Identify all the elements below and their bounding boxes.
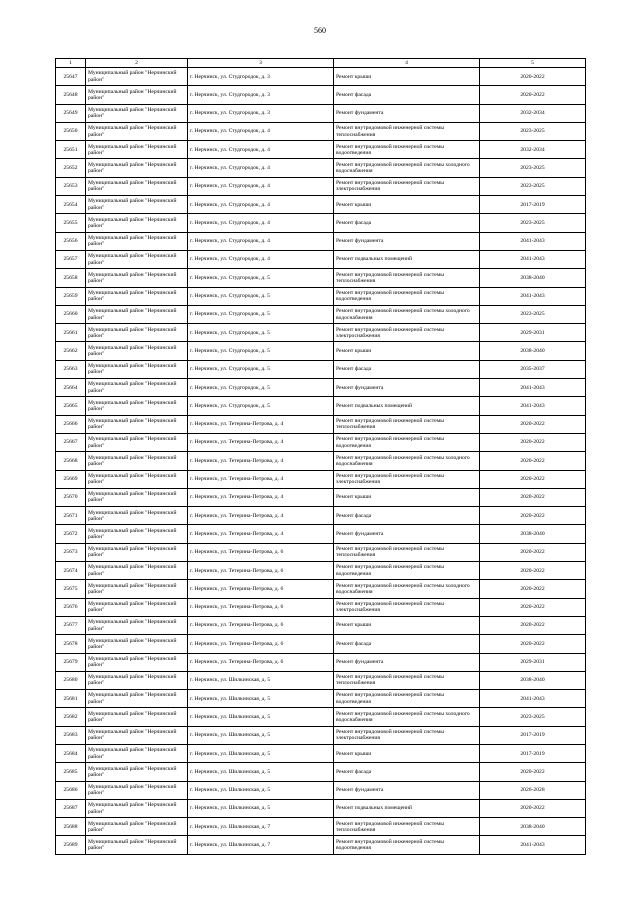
district-cell: Муниципальный район "Нерчинский район" [86, 214, 188, 232]
period-cell: 2017-2019 [480, 744, 586, 762]
record-number-cell: 25659 [56, 287, 86, 305]
record-number-cell: 25678 [56, 635, 86, 653]
record-number-cell: 25684 [56, 744, 86, 762]
period-cell: 2038-2040 [480, 818, 586, 836]
address-cell: г. Нерчинск, ул. Студгородок, д. 4 [188, 122, 334, 140]
period-cell: 2032-2034 [480, 104, 586, 122]
work-type-cell: Ремонт внутридомовой инженерной системы водоотведения [334, 141, 480, 159]
record-number-cell: 25660 [56, 305, 86, 323]
period-cell: 2029-2031 [480, 653, 586, 671]
district-cell: Муниципальный район "Нерчинский район" [86, 196, 188, 214]
table-row [56, 214, 586, 232]
work-type-cell: Ремонт внутридомовой инженерной системы электроснабжения [334, 324, 480, 342]
district-cell: Муниципальный район "Нерчинский район" [86, 763, 188, 781]
work-type-cell: Ремонт внутридомовой инженерной системы холодного водоснабжения [334, 452, 480, 470]
table-row [56, 360, 586, 378]
address-cell: г. Нерчинск, ул. Шилкинская, д. 7 [188, 818, 334, 836]
table-row [56, 488, 586, 506]
period-cell: 2041-2043 [480, 690, 586, 708]
table-row [56, 269, 586, 287]
district-cell: Муниципальный район "Нерчинский район" [86, 141, 188, 159]
district-cell: Муниципальный район "Нерчинский район" [86, 635, 188, 653]
column-header: 1 [56, 59, 86, 68]
table-header [56, 59, 586, 68]
address-cell: г. Нерчинск, ул. Студгородок, д. 3 [188, 104, 334, 122]
period-cell: 2023-2025 [480, 177, 586, 195]
table-row [56, 690, 586, 708]
table-row [56, 708, 586, 726]
address-cell: г. Нерчинск, ул. Шилкинская, д. 5 [188, 671, 334, 689]
table-row [56, 415, 586, 433]
address-cell: г. Нерчинск, ул. Студгородок, д. 4 [188, 250, 334, 268]
address-cell: г. Нерчинск, ул. Шилкинская, д. 5 [188, 781, 334, 799]
table-row [56, 86, 586, 104]
district-cell: Муниципальный район "Нерчинский район" [86, 653, 188, 671]
table-row [56, 580, 586, 598]
period-cell: 2023-2025 [480, 159, 586, 177]
record-number-cell: 25649 [56, 104, 86, 122]
district-cell: Муниципальный район "Нерчинский район" [86, 415, 188, 433]
table-row [56, 68, 586, 86]
address-cell: г. Нерчинск, ул. Студгородок, д. 5 [188, 324, 334, 342]
address-cell: г. Нерчинск, ул. Шилкинская, д. 5 [188, 799, 334, 817]
table-row [56, 232, 586, 250]
period-cell: 2017-2019 [480, 196, 586, 214]
address-cell: г. Нерчинск, ул. Студгородок, д. 4 [188, 196, 334, 214]
address-cell: г. Нерчинск, ул. Студгородок, д. 5 [188, 342, 334, 360]
work-type-cell: Ремонт внутридомовой инженерной системы холодного водоснабжения [334, 708, 480, 726]
record-number-cell: 25647 [56, 68, 86, 86]
address-cell: г. Нерчинск, ул. Тетерина-Петрова, д. 4 [188, 415, 334, 433]
period-cell: 2041-2043 [480, 836, 586, 854]
period-cell: 2041-2043 [480, 232, 586, 250]
work-type-cell: Ремонт внутридомовой инженерной системы водоотведения [334, 690, 480, 708]
record-number-cell: 25658 [56, 269, 86, 287]
address-cell: г. Нерчинск, ул. Студгородок, д. 5 [188, 379, 334, 397]
period-cell: 2041-2043 [480, 379, 586, 397]
record-number-cell: 25679 [56, 653, 86, 671]
work-type-cell: Ремонт подвальных помещений [334, 799, 480, 817]
period-cell: 2020-2022 [480, 488, 586, 506]
district-cell: Муниципальный район "Нерчинский район" [86, 86, 188, 104]
address-cell: г. Нерчинск, ул. Студгородок, д. 4 [188, 141, 334, 159]
address-cell: г. Нерчинск, ул. Тетерина-Петрова, д. 6 [188, 598, 334, 616]
work-type-cell: Ремонт внутридомовой инженерной системы холодного водоснабжения [334, 159, 480, 177]
work-type-cell: Ремонт внутридомовой инженерной системы теплоснабжения [334, 269, 480, 287]
table-row [56, 379, 586, 397]
period-cell: 2041-2043 [480, 287, 586, 305]
period-cell: 2020-2022 [480, 452, 586, 470]
table-row [56, 726, 586, 744]
record-number-cell: 25667 [56, 433, 86, 451]
address-cell: г. Нерчинск, ул. Тетерина-Петрова, д. 6 [188, 562, 334, 580]
period-cell: 2038-2040 [480, 269, 586, 287]
record-number-cell: 25682 [56, 708, 86, 726]
period-cell: 2020-2022 [480, 562, 586, 580]
address-cell: г. Нерчинск, ул. Шилкинская, д. 5 [188, 763, 334, 781]
district-cell: Муниципальный район "Нерчинский район" [86, 287, 188, 305]
district-cell: Муниципальный район "Нерчинский район" [86, 379, 188, 397]
work-type-cell: Ремонт внутридомовой инженерной системы водоотведения [334, 836, 480, 854]
work-type-cell: Ремонт фасада [334, 86, 480, 104]
district-cell: Муниципальный район "Нерчинский район" [86, 744, 188, 762]
period-cell: 2032-2034 [480, 141, 586, 159]
table-row [56, 196, 586, 214]
period-cell: 2038-2040 [480, 342, 586, 360]
district-cell: Муниципальный район "Нерчинский район" [86, 690, 188, 708]
address-cell: г. Нерчинск, ул. Студгородок, д. 3 [188, 86, 334, 104]
period-cell: 2020-2022 [480, 763, 586, 781]
record-number-cell: 25676 [56, 598, 86, 616]
work-type-cell: Ремонт внутридомовой инженерной системы электроснабжения [334, 598, 480, 616]
record-number-cell: 25674 [56, 562, 86, 580]
column-header: 5 [480, 59, 586, 68]
address-cell: г. Нерчинск, ул. Тетерина-Петрова, д. 6 [188, 653, 334, 671]
table-row [56, 616, 586, 634]
table-row [56, 305, 586, 323]
address-cell: г. Нерчинск, ул. Шилкинская, д. 5 [188, 744, 334, 762]
table-row [56, 836, 586, 854]
period-cell: 2020-2022 [480, 635, 586, 653]
table-row [56, 598, 586, 616]
work-type-cell: Ремонт внутридомовой инженерной системы теплоснабжения [334, 818, 480, 836]
work-type-cell: Ремонт фасада [334, 507, 480, 525]
address-cell: г. Нерчинск, ул. Шилкинская, д. 5 [188, 726, 334, 744]
work-type-cell: Ремонт крыши [334, 744, 480, 762]
district-cell: Муниципальный район "Нерчинский район" [86, 726, 188, 744]
address-cell: г. Нерчинск, ул. Шилкинская, д. 5 [188, 708, 334, 726]
work-type-cell: Ремонт фундамента [334, 232, 480, 250]
table-row [56, 250, 586, 268]
address-cell: г. Нерчинск, ул. Тетерина-Петрова, д. 4 [188, 525, 334, 543]
period-cell: 2023-2025 [480, 708, 586, 726]
district-cell: Муниципальный район "Нерчинский район" [86, 708, 188, 726]
table-row [56, 141, 586, 159]
period-cell: 2020-2022 [480, 68, 586, 86]
district-cell: Муниципальный район "Нерчинский район" [86, 397, 188, 415]
work-type-cell: Ремонт фасада [334, 763, 480, 781]
column-header: 3 [188, 59, 334, 68]
period-cell: 2038-2040 [480, 525, 586, 543]
table-row [56, 452, 586, 470]
record-number-cell: 25656 [56, 232, 86, 250]
period-cell: 2020-2022 [480, 799, 586, 817]
district-cell: Муниципальный район "Нерчинский район" [86, 799, 188, 817]
table-row [56, 635, 586, 653]
record-number-cell: 25675 [56, 580, 86, 598]
work-type-cell: Ремонт фундамента [334, 525, 480, 543]
record-number-cell: 25688 [56, 818, 86, 836]
district-cell: Муниципальный район "Нерчинский район" [86, 342, 188, 360]
record-number-cell: 25689 [56, 836, 86, 854]
period-cell: 2035-2037 [480, 360, 586, 378]
period-cell: 2029-2031 [480, 324, 586, 342]
address-cell: г. Нерчинск, ул. Студгородок, д. 5 [188, 360, 334, 378]
address-cell: г. Нерчинск, ул. Студгородок, д. 3 [188, 68, 334, 86]
work-type-cell: Ремонт подвальных помещений [334, 250, 480, 268]
period-cell: 2023-2025 [480, 305, 586, 323]
table-row [56, 562, 586, 580]
district-cell: Муниципальный район "Нерчинский район" [86, 616, 188, 634]
work-type-cell: Ремонт крыши [334, 68, 480, 86]
table-row [56, 324, 586, 342]
record-number-cell: 25664 [56, 379, 86, 397]
district-cell: Муниципальный район "Нерчинский район" [86, 781, 188, 799]
table-row [56, 671, 586, 689]
district-cell: Муниципальный район "Нерчинский район" [86, 543, 188, 561]
work-type-cell: Ремонт крыши [334, 342, 480, 360]
work-type-cell: Ремонт крыши [334, 616, 480, 634]
district-cell: Муниципальный район "Нерчинский район" [86, 488, 188, 506]
district-cell: Муниципальный район "Нерчинский район" [86, 250, 188, 268]
column-header: 4 [334, 59, 480, 68]
district-cell: Муниципальный район "Нерчинский район" [86, 507, 188, 525]
record-number-cell: 25686 [56, 781, 86, 799]
record-number-cell: 25652 [56, 159, 86, 177]
work-type-cell: Ремонт внутридомовой инженерной системы теплоснабжения [334, 543, 480, 561]
record-number-cell: 25685 [56, 763, 86, 781]
record-number-cell: 25669 [56, 470, 86, 488]
table-row [56, 543, 586, 561]
district-cell: Муниципальный район "Нерчинский район" [86, 452, 188, 470]
address-cell: г. Нерчинск, ул. Студгородок, д. 5 [188, 397, 334, 415]
address-cell: г. Нерчинск, ул. Тетерина-Петрова, д. 6 [188, 616, 334, 634]
district-cell: Муниципальный район "Нерчинский район" [86, 305, 188, 323]
capital-repair-table [55, 58, 586, 855]
address-cell: г. Нерчинск, ул. Шилкинская, д. 5 [188, 690, 334, 708]
district-cell: Муниципальный район "Нерчинский район" [86, 159, 188, 177]
period-cell: 2020-2022 [480, 543, 586, 561]
district-cell: Муниципальный район "Нерчинский район" [86, 360, 188, 378]
period-cell: 2020-2022 [480, 598, 586, 616]
record-number-cell: 25665 [56, 397, 86, 415]
district-cell: Муниципальный район "Нерчинский район" [86, 818, 188, 836]
work-type-cell: Ремонт фундамента [334, 379, 480, 397]
table-body [56, 68, 586, 855]
record-number-cell: 25662 [56, 342, 86, 360]
table-row [56, 177, 586, 195]
district-cell: Муниципальный район "Нерчинский район" [86, 525, 188, 543]
work-type-cell: Ремонт внутридомовой инженерной системы теплоснабжения [334, 671, 480, 689]
record-number-cell: 25683 [56, 726, 86, 744]
district-cell: Муниципальный район "Нерчинский район" [86, 324, 188, 342]
work-type-cell: Ремонт фундамента [334, 104, 480, 122]
work-type-cell: Ремонт внутридомовой инженерной системы холодного водоснабжения [334, 305, 480, 323]
period-cell: 2020-2022 [480, 433, 586, 451]
work-type-cell: Ремонт крыши [334, 488, 480, 506]
record-number-cell: 25657 [56, 250, 86, 268]
work-type-cell: Ремонт фундамента [334, 653, 480, 671]
record-number-cell: 25680 [56, 671, 86, 689]
address-cell: г. Нерчинск, ул. Студгородок, д. 5 [188, 287, 334, 305]
work-type-cell: Ремонт внутридомовой инженерной системы водоотведения [334, 433, 480, 451]
table-row [56, 799, 586, 817]
table-row [56, 744, 586, 762]
address-cell: г. Нерчинск, ул. Студгородок, д. 5 [188, 305, 334, 323]
work-type-cell: Ремонт внутридомовой инженерной системы теплоснабжения [334, 415, 480, 433]
district-cell: Муниципальный район "Нерчинский район" [86, 269, 188, 287]
record-number-cell: 25655 [56, 214, 86, 232]
work-type-cell: Ремонт внутридомовой инженерной системы электроснабжения [334, 177, 480, 195]
table-row [56, 159, 586, 177]
work-type-cell: Ремонт внутридомовой инженерной системы электроснабжения [334, 470, 480, 488]
district-cell: Муниципальный район "Нерчинский район" [86, 671, 188, 689]
record-number-cell: 25687 [56, 799, 86, 817]
table-row [56, 653, 586, 671]
address-cell: г. Нерчинск, ул. Шилкинская, д. 7 [188, 836, 334, 854]
table-row [56, 781, 586, 799]
record-number-cell: 25653 [56, 177, 86, 195]
work-type-cell: Ремонт внутридомовой инженерной системы теплоснабжения [334, 122, 480, 140]
period-cell: 2020-2022 [480, 86, 586, 104]
record-number-cell: 25650 [56, 122, 86, 140]
district-cell: Муниципальный район "Нерчинский район" [86, 598, 188, 616]
record-number-cell: 25677 [56, 616, 86, 634]
record-number-cell: 25663 [56, 360, 86, 378]
work-type-cell: Ремонт фасада [334, 360, 480, 378]
district-cell: Муниципальный район "Нерчинский район" [86, 104, 188, 122]
district-cell: Муниципальный район "Нерчинский район" [86, 836, 188, 854]
address-cell: г. Нерчинск, ул. Тетерина-Петрова, д. 6 [188, 543, 334, 561]
address-cell: г. Нерчинск, ул. Студгородок, д. 4 [188, 159, 334, 177]
period-cell: 2020-2022 [480, 470, 586, 488]
table-row [56, 433, 586, 451]
work-type-cell: Ремонт внутридомовой инженерной системы водоотведения [334, 287, 480, 305]
record-number-cell: 25672 [56, 525, 86, 543]
period-cell: 2023-2025 [480, 122, 586, 140]
district-cell: Муниципальный район "Нерчинский район" [86, 470, 188, 488]
record-number-cell: 25661 [56, 324, 86, 342]
record-number-cell: 25654 [56, 196, 86, 214]
address-cell: г. Нерчинск, ул. Тетерина-Петрова, д. 4 [188, 507, 334, 525]
table-row [56, 342, 586, 360]
district-cell: Муниципальный район "Нерчинский район" [86, 562, 188, 580]
period-cell: 2017-2019 [480, 726, 586, 744]
table-row [56, 470, 586, 488]
period-cell: 2041-2043 [480, 397, 586, 415]
address-cell: г. Нерчинск, ул. Тетерина-Петрова, д. 6 [188, 580, 334, 598]
page-number: 560 [314, 26, 326, 35]
record-number-cell: 25681 [56, 690, 86, 708]
table-row [56, 397, 586, 415]
table-row [56, 818, 586, 836]
district-cell: Муниципальный район "Нерчинский район" [86, 232, 188, 250]
period-cell: 2026-2028 [480, 781, 586, 799]
work-type-cell: Ремонт фундамента [334, 781, 480, 799]
period-cell: 2020-2022 [480, 415, 586, 433]
table-row [56, 763, 586, 781]
district-cell: Муниципальный район "Нерчинский район" [86, 433, 188, 451]
table-row [56, 507, 586, 525]
record-number-cell: 25673 [56, 543, 86, 561]
record-number-cell: 25651 [56, 141, 86, 159]
table-row [56, 122, 586, 140]
column-header: 2 [86, 59, 188, 68]
address-cell: г. Нерчинск, ул. Тетерина-Петрова, д. 6 [188, 635, 334, 653]
work-type-cell: Ремонт крыши [334, 196, 480, 214]
address-cell: г. Нерчинск, ул. Студгородок, д. 4 [188, 232, 334, 250]
address-cell: г. Нерчинск, ул. Студгородок, д. 5 [188, 269, 334, 287]
address-cell: г. Нерчинск, ул. Тетерина-Петрова, д. 4 [188, 452, 334, 470]
work-type-cell: Ремонт фасада [334, 214, 480, 232]
district-cell: Муниципальный район "Нерчинский район" [86, 580, 188, 598]
period-cell: 2020-2022 [480, 616, 586, 634]
address-cell: г. Нерчинск, ул. Студгородок, д. 4 [188, 177, 334, 195]
record-number-cell: 25670 [56, 488, 86, 506]
district-cell: Муниципальный район "Нерчинский район" [86, 177, 188, 195]
district-cell: Муниципальный район "Нерчинский район" [86, 122, 188, 140]
table-row [56, 287, 586, 305]
address-cell: г. Нерчинск, ул. Тетерина-Петрова, д. 4 [188, 488, 334, 506]
record-number-cell: 25666 [56, 415, 86, 433]
period-cell: 2020-2022 [480, 507, 586, 525]
district-cell: Муниципальный район "Нерчинский район" [86, 68, 188, 86]
table-row [56, 525, 586, 543]
record-number-cell: 25648 [56, 86, 86, 104]
address-cell: г. Нерчинск, ул. Студгородок, д. 4 [188, 214, 334, 232]
work-type-cell: Ремонт фасада [334, 635, 480, 653]
record-number-cell: 25671 [56, 507, 86, 525]
column-number-row [56, 59, 586, 68]
table-row [56, 104, 586, 122]
address-cell: г. Нерчинск, ул. Тетерина-Петрова, д. 4 [188, 470, 334, 488]
period-cell: 2023-2025 [480, 214, 586, 232]
work-type-cell: Ремонт подвальных помещений [334, 397, 480, 415]
work-type-cell: Ремонт внутридомовой инженерной системы холодного водоснабжения [334, 580, 480, 598]
period-cell: 2041-2043 [480, 250, 586, 268]
period-cell: 2038-2040 [480, 671, 586, 689]
period-cell: 2020-2022 [480, 580, 586, 598]
address-cell: г. Нерчинск, ул. Тетерина-Петрова, д. 4 [188, 433, 334, 451]
work-type-cell: Ремонт внутридомовой инженерной системы электроснабжения [334, 726, 480, 744]
work-type-cell: Ремонт внутридомовой инженерной системы водоотведения [334, 562, 480, 580]
record-number-cell: 25668 [56, 452, 86, 470]
